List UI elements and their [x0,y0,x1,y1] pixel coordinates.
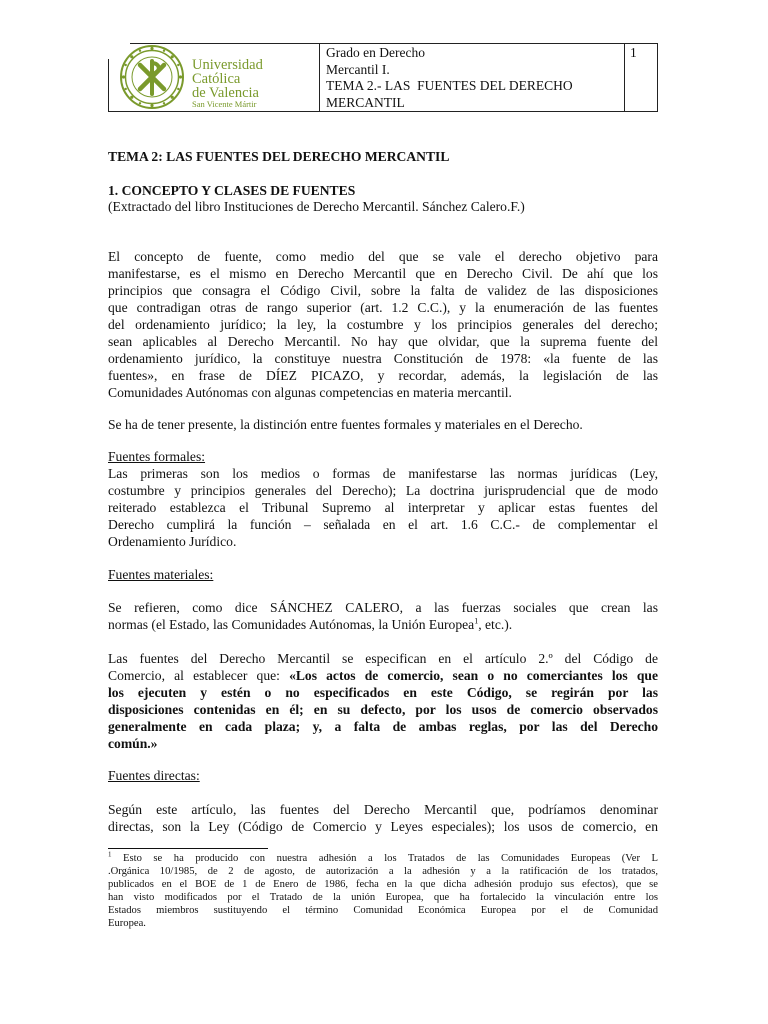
paragraph-line: fuentes», en frase de DÍEZ PICAZO, y recordar, además, la legislación de las [108,368,658,383]
logo-text-4: San Vicente Mártir [192,99,257,109]
footnote-number: 1 [108,850,112,859]
paragraph-line [108,667,658,684]
university-logo [119,44,269,110]
header-course-info [326,45,626,111]
logo-text-3: de Valencia [192,85,259,101]
header-divider-1 [319,43,320,112]
footnote-line [108,850,658,866]
header-line: TEMA 2.- LAS FUENTES DEL DERECHO [326,78,573,93]
university-seal-icon [119,44,269,110]
quote-line: común.» [108,736,158,751]
quote-line: los ejecuten y estén o no especificados en este Código, se regirán por las [108,685,658,700]
footnote-text: Esto se ha producido con nuestra adhesión a los Tratados de las Comunidades Europeas (Ver L [111,853,658,864]
paragraph-line: directas, son la Ley (Código de Comercio y Leyes especiales); los usos de comercio, en [108,819,658,834]
paragraph-line: Según este artículo, las fuentes del Derecho Mercantil que, podríamos denominar [108,802,658,817]
paragraph-line: El concepto de fuente, como medio del que se vale el derecho objetivo para [108,249,658,264]
footnote-line: publicados en el BOE de 1 de Enero de 1986, fecha en la que dicha adhesión produjo sus efectos), que se [108,879,658,890]
paragraph-line: Ordenamiento Jurídico. [108,534,237,549]
paragraph-line: manifestarse, es el mismo en Derecho Mercantil que en Derecho Civil. De ahí que los [108,266,658,281]
header-line: Grado en Derecho [326,45,425,60]
section-source: (Extractado del libro Instituciones de Derecho Mercantil. Sánchez Calero.F.) [108,199,525,214]
header-table [108,43,658,111]
paragraph-line: Comunidades Autónomas con algunas competencias en materia mercantil. [108,385,512,400]
footnote-separator [108,848,268,849]
paragraph-text: , etc.). [478,617,513,632]
paragraph-line: Las fuentes del Derecho Mercantil se especifican en el artículo 2.º del Código de [108,651,658,666]
logo-text-1: Universidad [192,57,263,73]
header-page-number: 1 [630,45,637,60]
paragraph-line: principios que consagra el Código Civil, sobre la falta de validez de las disposiciones [108,283,658,298]
paragraph-line: costumbre y principios generales del Derecho); La doctrina jurisprudencial que de modo [108,483,658,498]
footnote-line: Estados miembros sustituyendo el término Comunidad Económica Europea por el de Comunidad [108,905,658,916]
header-bottom-border [108,111,658,112]
paragraph-line: reiterado establezca el Tribunal Supremo al interpretar y aplicar estas fuentes del [108,500,658,515]
paragraph-line: Se refieren, como dice SÁNCHEZ CALERO, a las fuerzas sociales que crean las [108,600,658,615]
section-heading: 1. CONCEPTO Y CLASES DE FUENTES [108,183,356,198]
header-line: Mercantil I. [326,61,390,77]
header-line: MERCANTIL [326,94,405,110]
footnote-ref[interactable]: 1 [474,616,479,626]
paragraph-line: del ordenamiento jurídico; la ley, la costumbre y los principios generales del derecho; [108,317,658,332]
footnote-line: han visto modificados por el Tratado de la unión Europea, que ha fortalecido la vinculación entre los [108,892,658,903]
paragraph-line: Derecho cumplirá la función – señalada en el art. 1.6 C.C.- de complementar el [108,517,658,532]
quote-line: generalmente en cada plaza; y, a falta de ambas reglas, por las del Derecho [108,719,658,734]
paragraph-text: Comercio, al establecer que: [108,668,290,683]
footnote-line: Europea. [108,918,146,929]
paragraph-line: ordenamiento jurídico, la constituye nuestra Constitución de 1978: «la fuente de las [108,351,658,366]
paragraph-line: que contradigan otras de rango superior (art. 1.2 C.C.), y la enumeración de las fuentes [108,300,658,315]
formales-heading: Fuentes formales: [108,449,206,464]
quote-line: disposiciones contenidas en él; en su defecto, por los usos de comercio observados [108,702,658,717]
paragraph-text: normas (el Estado, las Comunidades Autónomas, la Unión Europea [108,617,475,632]
paragraph-line [108,616,658,633]
paragraph-line: sean aplicables al Derecho Mercantil. No hay que olvidar, que la suprema fuente del [108,334,658,349]
quote-text: «Los actos de comercio, sean o no comerciantes los que [289,668,658,683]
logo-text-2: Católica [192,71,241,87]
footnote-line: .Orgánica 10/1985, de 2 de agosto, de autorización a la adhesión y a la ratificación de los tratados, [108,866,658,877]
materiales-heading: Fuentes materiales: [108,567,214,582]
header-right-border [657,43,658,112]
directas-heading: Fuentes directas: [108,768,200,783]
paragraph-line: Las primeras son los medios o formas de manifestarse las normas jurídicas (Ley, [108,466,658,481]
document-title: TEMA 2: LAS FUENTES DEL DERECHO MERCANTIL [108,149,450,164]
paragraph-line: Se ha de tener presente, la distinción entre fuentes formales y materiales en el Derecho. [108,417,583,432]
